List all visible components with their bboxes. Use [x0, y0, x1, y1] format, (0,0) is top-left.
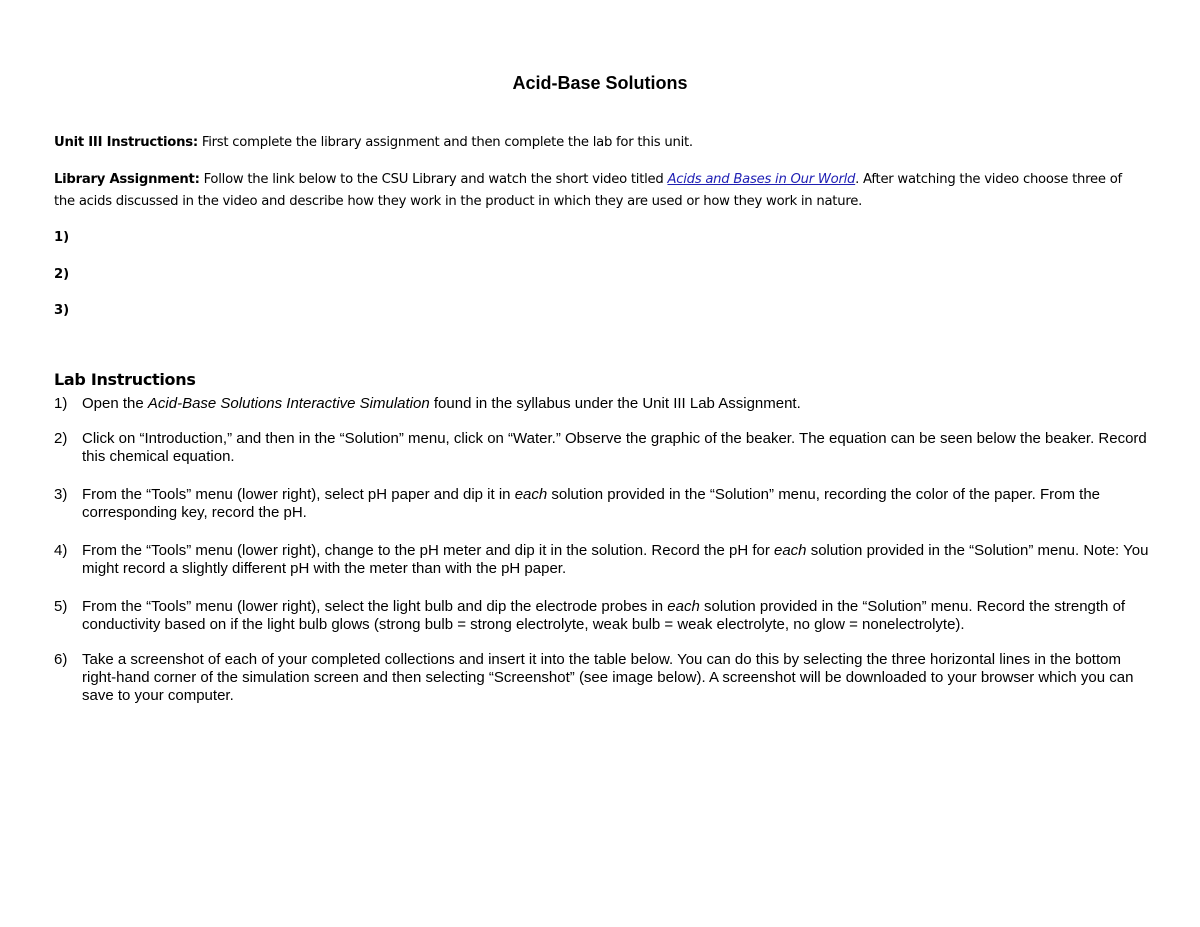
- video-link[interactable]: Acids and Bases in Our World: [667, 172, 856, 187]
- step-text: Open the: [82, 395, 148, 412]
- unit-instructions-label: Unit III Instructions:: [54, 135, 198, 150]
- step-text-end: solution provided in the “Solution” menu. Note: You might record a slightly different pH with the meter than with the pH paper.: [82, 542, 1149, 577]
- unit-instructions-text: First complete the library assignment and then complete the lab for this unit.: [197, 135, 693, 150]
- step-text-end: found in the syllabus under the Unit III Lab Assignment.: [429, 395, 801, 412]
- step-number: 5): [54, 598, 68, 615]
- step-number: 4): [54, 542, 68, 559]
- step-number: 6): [54, 651, 68, 668]
- step-number: 3): [54, 486, 68, 503]
- step-text: From the “Tools” menu (lower right), select pH paper and dip it in: [82, 486, 515, 503]
- step-number: 2): [54, 430, 68, 447]
- step-number: 1): [54, 395, 68, 412]
- lab-step-4: [54, 542, 1154, 578]
- answer-label-3: 3): [54, 303, 70, 318]
- lab-step-2: [54, 430, 1154, 466]
- step-emphasis: Acid-Base Solutions Interactive Simulation: [147, 395, 430, 412]
- lab-instructions-heading: Lab Instructions: [54, 370, 196, 389]
- library-assignment-label: Library Assignment:: [54, 172, 200, 187]
- step-text-end: solution provided in the “Solution” menu, recording the color of the paper. From the corresponding key, record the pH.: [82, 486, 1101, 521]
- step-text: From the “Tools” menu (lower right), select the light bulb and dip the electrode probes in: [82, 598, 668, 615]
- library-assignment-text-after: . After watching the video choose three of the acids discussed in the video and describe how they work in the product in which they are used or how they work in nature.: [54, 172, 1122, 209]
- step-emphasis: each: [667, 598, 700, 615]
- answer-label-2: 2): [54, 267, 70, 282]
- lab-step-6: [54, 651, 1154, 705]
- library-assignment-text-before: Follow the link below to the CSU Library and watch the short video titled: [199, 172, 668, 187]
- step-text: Click on “Introduction,” and then in the “Solution” menu, click on “Water.” Observe the graphic of the beaker. The equation can be seen below the beaker. Record this chemical equation.: [82, 430, 1147, 465]
- step-text: Take a screenshot of each of your completed collections and insert it into the table below. You can do this by selecting the three horizontal lines in the bottom right-hand corner of the simulation screen and then selecting “Screenshot” (see image below). A screenshot will be downloaded to your browser which you can save to your computer.: [82, 651, 1134, 704]
- document-title: Acid-Base Solutions: [512, 73, 688, 93]
- unit-instructions-paragraph: [54, 132, 1144, 154]
- step-emphasis: each: [514, 486, 548, 503]
- lab-step-1: [54, 395, 1154, 413]
- lab-step-3: [54, 486, 1154, 522]
- step-text: From the “Tools” menu (lower right), change to the pH meter and dip it in the solution. Record the pH for: [82, 542, 774, 559]
- library-assignment-paragraph: [54, 169, 1144, 213]
- answer-label-1: 1): [54, 230, 70, 245]
- step-text-end: solution provided in the “Solution” menu. Record the strength of conductivity based on if the light bulb glows (strong bulb = strong electrolyte, weak bulb = weak electrolyte, no glow = nonelectrolyte).: [82, 598, 1126, 633]
- step-emphasis: each: [774, 542, 807, 559]
- lab-step-5: [54, 598, 1154, 634]
